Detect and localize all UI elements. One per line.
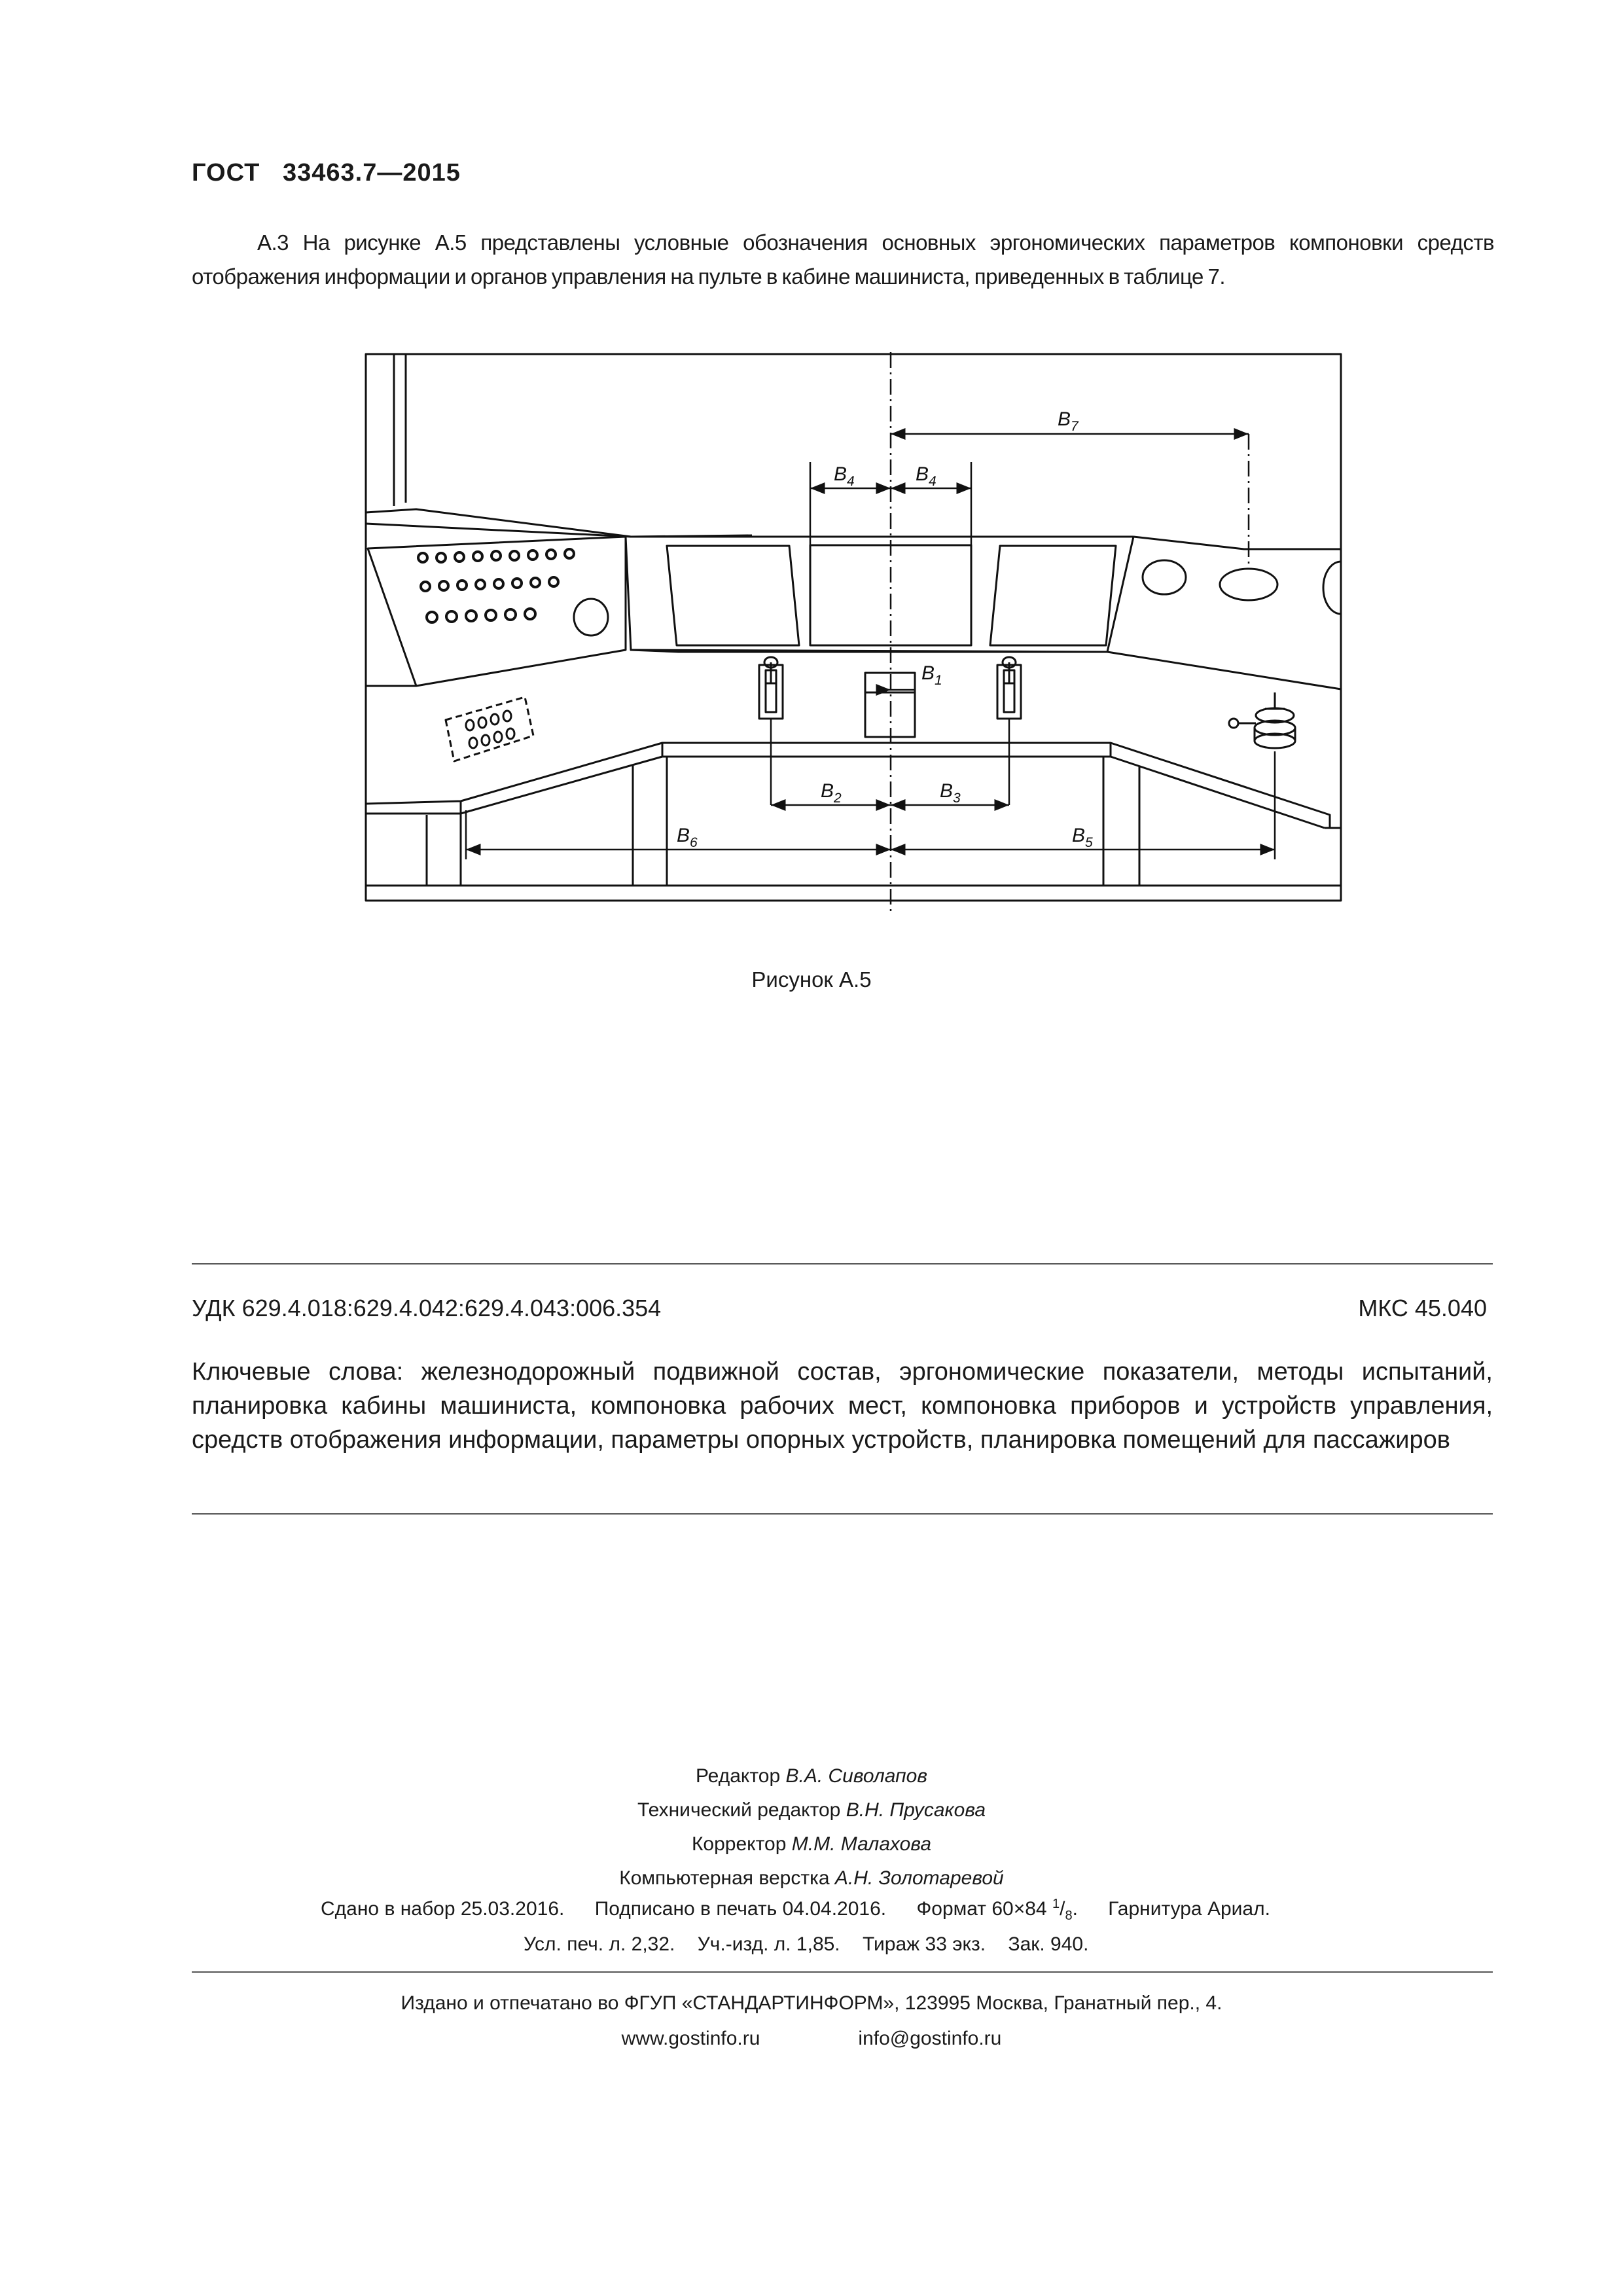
figure-caption: Рисунок А.5 (751, 967, 872, 992)
credits-block (0, 1759, 1623, 1895)
keypad-outline (446, 697, 533, 761)
left-button-group (418, 549, 574, 622)
mks-code: МКС 45.040 (1358, 1295, 1487, 1321)
left-display (667, 546, 799, 645)
divider-bottom (192, 1971, 1493, 1973)
print-sheets: Усл. печ. л. 2,32. (524, 1933, 675, 1955)
circulation: Тираж 33 экз. (863, 1933, 986, 1955)
label-b3: $B_3$ (940, 780, 961, 806)
keywords-paragraph: Ключевые слова: железнодорожный подвижной состав, эргономические показатели, методы испытаний, планировка кабины машиниста, компоновка рабочих мест, компоновка приборов и устройств управления, средств отображения информации, параметры опорных устройств, планировка помещений для пассажиров (192, 1358, 1493, 1454)
keypad-buttons (466, 711, 514, 748)
left-dial (574, 599, 608, 636)
label-b4-left: $B_4$ (834, 463, 855, 489)
right-gauge-3 (1323, 562, 1341, 614)
submitted-date: Сдано в набор 25.03.2016. (321, 1898, 565, 1920)
divider-top (192, 1263, 1493, 1265)
edit-sheets: Уч.-изд. л. 1,85. (697, 1933, 840, 1955)
signed-date: Подписано в печать 04.04.2016. (594, 1898, 887, 1920)
document-header: ГОСТ 33463.7—2015 (192, 159, 461, 187)
publication-line-1 (321, 1897, 1295, 1924)
label-b4-right: $B_4$ (916, 463, 936, 489)
publication-line-2 (524, 1933, 1105, 1956)
console-figure (364, 352, 1343, 912)
paper-format: Формат 60×84 $^1/_8$. (916, 1897, 1078, 1923)
order-number: Зак. 940. (1008, 1933, 1089, 1955)
right-toggle-switch (997, 657, 1021, 719)
udk-code: УДК 629.4.018:629.4.042:629.4.043:006.354 (192, 1295, 662, 1321)
label-b5: $B_5$ (1072, 825, 1093, 850)
label-b2: $B_2$ (821, 780, 842, 806)
label-b6: $B_6$ (677, 825, 698, 850)
right-gauge-2 (1220, 569, 1277, 600)
credit-tech-editor: Технический редактор В.Н. Прусакова (637, 1799, 986, 1821)
credit-editor: Редактор В.А. Сиволапов (695, 1765, 927, 1787)
email-link[interactable]: info@gostinfo.ru (858, 2028, 1002, 2049)
divider-middle (192, 1513, 1493, 1515)
website-link[interactable]: www.gostinfo.ru (621, 2028, 760, 2049)
label-b7: $B_7$ (1058, 408, 1079, 434)
contact-links (0, 2028, 1623, 2050)
intro-text: А.3 На рисунке А.5 представлены условные обозначения основных эргономических параметров компоновки средств отображения информации и органов управления на пульте в кабине машиниста, приведенных в таблице 7. (192, 230, 1494, 289)
credit-corrector: Корректор М.М. Малахова (691, 1833, 932, 1855)
typeface: Гарнитура Ариал. (1108, 1898, 1270, 1920)
credit-layout: Компьютерная верстка А.Н. Золотаревой (619, 1867, 1004, 1889)
right-display (990, 546, 1116, 645)
intro-paragraph (192, 226, 1494, 294)
rotary-control (1229, 692, 1295, 748)
right-gauge-1 (1143, 560, 1186, 594)
printed-by: Издано и отпечатано во ФГУП «СТАНДАРТИНФОРМ», 123995 Москва, Гранатный пер., 4. (401, 1992, 1222, 2014)
label-b1: $B_1$ (921, 662, 942, 688)
figure-frame (366, 354, 1341, 901)
left-toggle-switch (759, 657, 783, 719)
